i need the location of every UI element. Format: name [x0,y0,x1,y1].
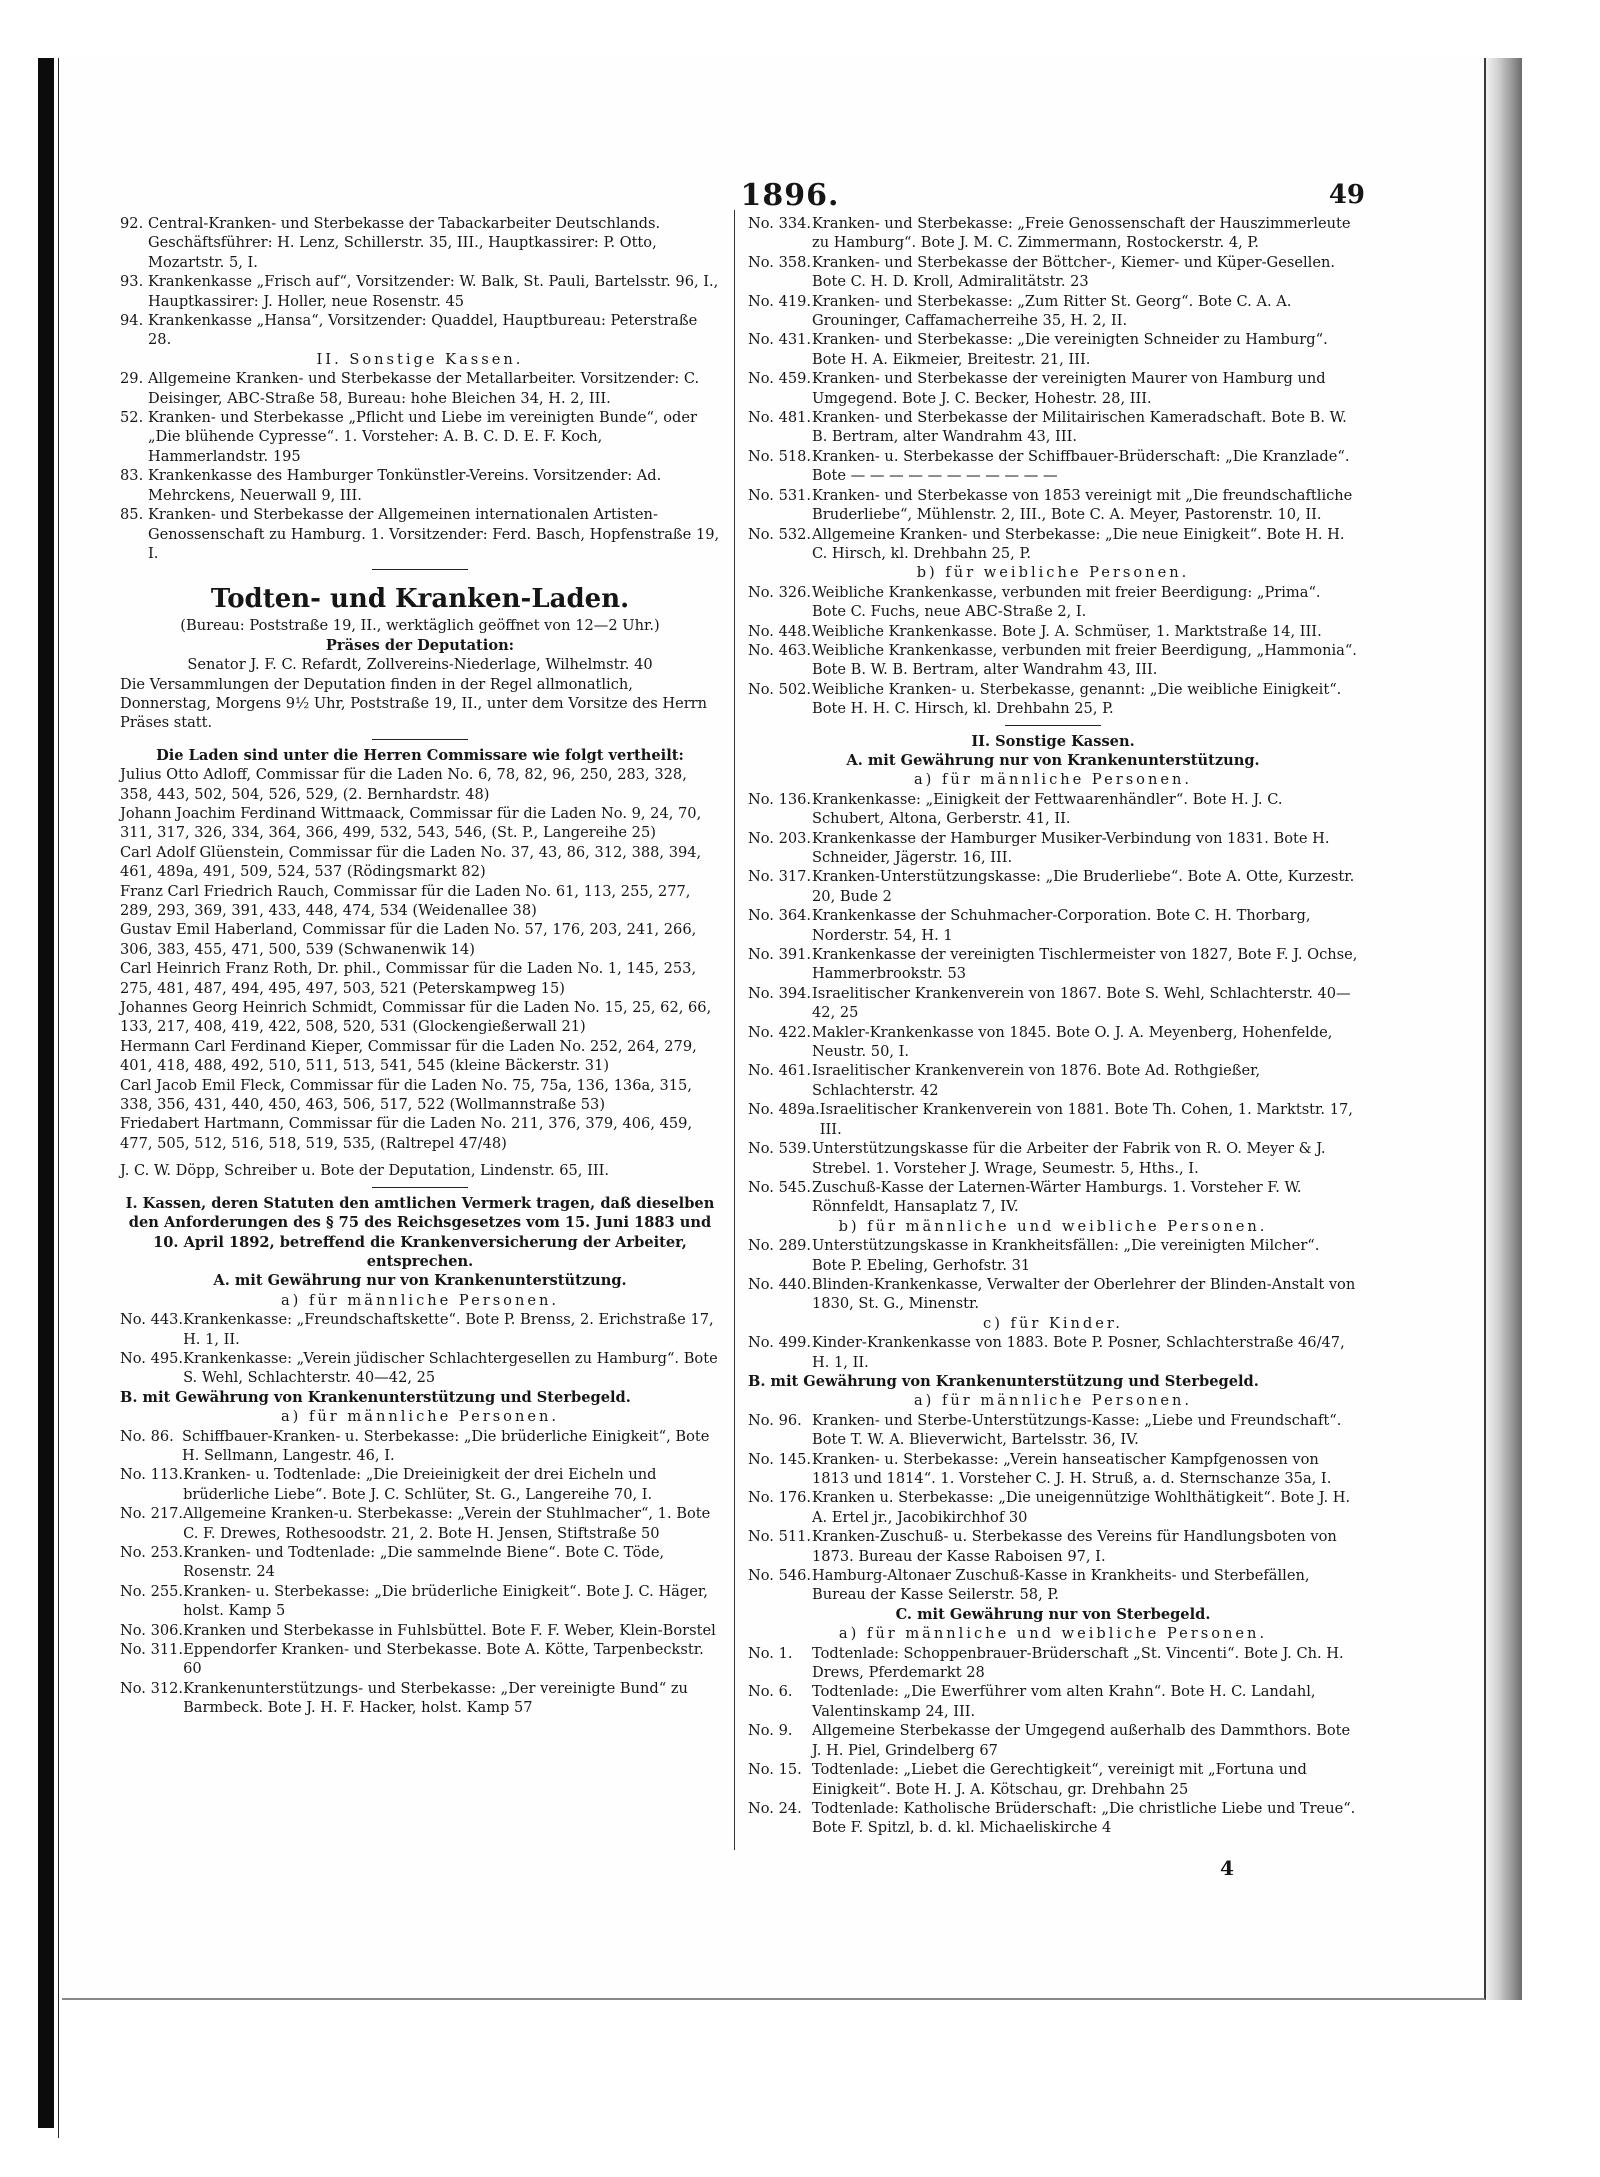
entry-text: Kranken- und Sterbekasse der Militairischen Kameradschaft. Bote B. W. B. Bertram, alter Wandrahm 43, III. [812,409,1347,446]
right-column [748,214,1358,1838]
entry-number: No. 481. [748,409,812,427]
commissar-entry: Friedabert Hartmann, Commissar für die Laden No. 211, 376, 379, 406, 459, 477, 505, 512, 516, 518, 519, 535, (Raltrepel 47/48) [120,1115,693,1152]
list-item [748,1566,1358,1605]
entry-number: No. 96. [748,1411,802,1429]
II-heading: II. Sonstige Kassen. [971,732,1135,750]
entry-number: No. 443. [120,1311,184,1329]
entry-number: No. 431. [748,331,812,349]
list-item [748,945,1358,984]
list-item [748,1644,1358,1683]
entry-text: Kranken- und Sterbekasse: „Freie Genossenschaft der Hauszimmerleute zu Hamburg“. Bote J. M. C. Zimmermann, Rostockerstr. 4, P. [812,215,1351,252]
entry-number: 94. [120,312,144,330]
list-item [748,1333,1358,1372]
entry-text: Allgemeine Kranken-u. Sterbekasse: „Verein der Stuhlmacher“, 1. Bote C. F. Drewes, Rothesoodstr. 21, 2. Bote H. Jensen, Stiftstraße 50 [183,1505,711,1542]
IIA-entries-a [748,790,1358,1217]
right-top-entries [748,214,1358,563]
entry-number: No. 502. [748,680,812,698]
entry-text: Kranken- u. Sterbekasse: „Verein hanseatischer Kampfgenossen von 1813 und 1814“. 1. Vorsteher C. J. H. Struß, a. d. Sternschanze 35a, I. [812,1450,1332,1487]
commissar-list [120,765,720,1153]
entry-number: 83. [120,467,144,485]
IIA-entries-b [748,1236,1358,1314]
entry-text: Todtenlade: „Die Ewerführer vom alten Krahn“. Bote H. C. Landahl, Valentinskamp 24, III. [812,1683,1316,1720]
list-item [120,1582,720,1621]
entry-text: Blinden-Krankenkasse, Verwalter der Oberlehrer der Blinden-Anstalt von 1830, St. G., Minenstr. [812,1275,1356,1313]
entry-text: Krankenkasse: „Verein jüdischer Schlachtergesellen zu Hamburg“. Bote S. Wehl, Schlachterstr. 40—42, 25 [183,1349,718,1387]
list-item [120,505,720,563]
entry-text: Central-Kranken- und Sterbekasse der Tabackarbeiter Deutschlands. Geschäftsführer: H. Lenz, Schillerstr. 35, III., Hauptkassirer: P. Otto, Mozartstr. 5, I. [148,215,661,271]
entry-number: No. 326. [748,583,812,601]
list-item [748,369,1358,408]
entry-number: No. 459. [748,370,812,388]
commissar-entry: Hermann Carl Ferdinand Kieper, Commissar für die Laden No. 252, 264, 279, 401, 418, 488, 492, 510, 511, 513, 541, 545 (kleine Bäckerstr. 31) [120,1037,697,1075]
entry-text: Kranken- und Sterbekasse der Allgemeinen internationalen Artisten-Genossenschaft zu Hamburg. 1. Vorsitzender: Ferd. Basch, Hopfenstraße 19, I. [148,506,720,562]
list-item [748,447,1358,486]
signature-mark: 4 [1220,1856,1234,1880]
entry-text: Allgemeine Kranken- und Sterbekasse: „Die neue Einigkeit“. Bote H. H. C. Hirsch, kl. Drehbahn 25, P. [812,525,1345,562]
list-item [120,272,720,311]
list-item [748,984,1358,1023]
binding-edge [38,58,54,2128]
entry-text: Kranken- und Sterbekasse der Böttcher-, Kiemer- und Küper-Gesellen. Bote C. H. D. Kroll, Admiralitätstr. 23 [812,253,1335,291]
entry-number: No. 136. [748,790,812,808]
left-column [120,214,720,1718]
list-item [748,1275,1358,1314]
entry-number: No. 6. [748,1683,793,1701]
IIC-subheading: a) für männliche und weibliche Personen. [838,1625,1268,1643]
entry-text: Krankenkasse „Frisch auf“, Vorsitzender: W. Balk, St. Pauli, Bartelsstr. 96, I., Hauptkassirer: J. Holler, neue Rosenstr. 45 [148,273,719,310]
list-item [748,1061,1358,1100]
entry-text: Allgemeine Sterbekasse der Umgegend außerhalb des Dammthors. Bote J. H. Piel, Grindelberg 67 [812,1722,1351,1759]
entry-text: Kranken u. Sterbekasse: „Die uneigennützige Wohlthätigkeit“. Bote J. H. A. Ertel jr., Jacobikirchhof 30 [812,1489,1351,1526]
entry-text: Krankenkasse der Schuhmacher-Corporation. Bote C. H. Thorbarg, Norderstr. 54, H. 1 [812,907,1311,944]
list-item [120,1349,720,1388]
list-item [120,1504,720,1543]
section-rule [372,1187,468,1188]
entry-number: No. 364. [748,907,812,925]
entry-number: No. 24. [748,1799,802,1817]
commissar-entry: Gustav Emil Haberland, Commissar für die Laden No. 57, 176, 203, 241, 266, 306, 383, 455, 471, 500, 539 (Schwanenwik 14) [120,921,697,958]
entry-text: Weibliche Krankenkasse, verbunden mit freier Beerdigung, „Hammonia“. Bote B. W. B. Bertram, alter Wandrahm 43, III. [812,641,1357,679]
entry-number: No. 9. [748,1722,793,1740]
entry-text: Allgemeine Kranken- und Sterbekasse der Metallarbeiter. Vorsitzender: C. Deisinger, ABC-Straße 58, Bureau: hohe Bleichen 34, H. 2, III. [148,370,700,407]
entry-number: No. 1. [748,1644,793,1662]
entry-number: 92. [120,215,144,232]
entry-number: No. 394. [748,984,812,1002]
list-item [748,790,1358,829]
A-entries [120,1310,720,1388]
entry-text: Kranken- und Todtenlade: „Die sammelnde Biene“. Bote C. Töde, Rosenstr. 24 [183,1544,665,1581]
list-item [748,408,1358,447]
facing-page-edge [58,58,59,2138]
entry-text: Todtenlade: „Liebet die Gerechtigkeit“, vereinigt mit „Fortuna und Einigkeit“. Bote H. J. A. Kötschau, gr. Drehbahn 25 [812,1761,1307,1798]
list-item [748,622,1358,641]
entry-text: Kranken- und Sterbekasse der vereinigten Maurer von Hamburg und Umgegend. Bote J. C. Becker, Hohestr. 28, III. [812,370,1326,407]
entry-number: No. 217. [120,1505,184,1523]
entry-text: Kranken-Zuschuß- u. Sterbekasse des Vereins für Handlungsboten von 1873. Bureau der Kasse Raboisen 97, I. [812,1528,1337,1565]
list-item [120,1427,720,1466]
entry-number: No. 419. [748,292,812,310]
entry-number: No. 422. [748,1023,812,1041]
entry-number: No. 203. [748,829,812,847]
list-item [120,369,720,408]
entry-number: 85. [120,506,144,524]
entry-text: Krankenkasse der vereinigten Tischlermeister von 1827, Bote F. J. Ochse, Hammerbrookstr. 53 [812,946,1358,983]
entry-number: No. 15. [748,1761,802,1779]
list-item [748,906,1358,945]
entry-number: No. 358. [748,253,812,271]
list-item [748,1023,1358,1062]
entry-number: No. 545. [748,1178,812,1196]
entry-number: No. 391. [748,946,812,964]
list-item [748,867,1358,906]
commissar-entry: Carl Jacob Emil Fleck, Commissar für die Laden No. 75, 75a, 136, 136a, 315, 338, 356, 431, 440, 450, 463, 506, 517, 522 (Wollmannstraße 53) [120,1076,692,1114]
entry-number: No. 463. [748,641,812,659]
list-item [748,1527,1358,1566]
section-I-heading: I. Kassen, deren Statuten den amtlichen Vermerk tragen, daß dieselben den Anforderungen des § 75 des Reichsgesetzes vom 15. Juni 1883 und 10. April 1892, betreffend die Krankenversicherung der Arbeiter, entsprechen. [125,1194,715,1270]
IIC-heading: C. mit Gewährung nur von Sterbegeld. [895,1605,1211,1623]
commissar-entry: Carl Adolf Glüenstein, Commissar für die Laden No. 37, 43, 86, 312, 388, 394, 461, 489a, 491, 509, 524, 537 (Rödingsmarkt 82) [120,843,702,881]
entry-number: No. 306. [120,1621,184,1639]
entry-number: No. 448. [748,622,812,640]
entry-text: Weibliche Krankenkasse. Bote J. A. Schmüser, 1. Marktstraße 14, III. [812,622,1322,640]
entry-number: No. 312. [120,1679,184,1697]
entry-text: Krankenunterstützungs- und Sterbekasse: „Der vereinigte Bund“ zu Barmbeck. Bote J. H. F. Hacker, holst. Kamp 57 [183,1679,688,1717]
entry-text: Kranken-Unterstützungskasse: „Die Bruderliebe“. Bote A. Otte, Kurzestr. 20, Bude 2 [812,868,1355,905]
list-item [748,1799,1358,1838]
entry-number: No. 311. [120,1641,184,1659]
entry-number: No. 489a. [748,1101,820,1119]
list-item [748,1682,1358,1721]
entry-text: Weibliche Kranken- u. Sterbekasse, genannt: „Die weibliche Einigkeit“. Bote H. H. C. Hirsch, kl. Drehbahn 25, P. [812,680,1342,718]
list-item [748,1488,1358,1527]
list-item [120,466,720,505]
list-item [120,1310,720,1349]
entry-number: No. 461. [748,1062,812,1080]
B-entries [120,1427,720,1718]
entry-number: No. 440. [748,1275,812,1293]
entry-number: No. 255. [120,1582,184,1600]
list-item [748,1236,1358,1275]
entry-text: Weibliche Krankenkasse, verbunden mit freier Beerdigung: „Prima“. Bote C. Fuchs, neue ABC-Straße 2, I. [812,583,1321,621]
entry-text: Krankenkasse: „Einigkeit der Fettwaarenhändler“. Bote H. J. C. Schubert, Altona, Gerberstr. 41, II. [812,790,1283,828]
list-item [120,1621,720,1640]
list-item [748,1139,1358,1178]
commissar-entry: Franz Carl Friedrich Rauch, Commissar für die Laden No. 61, 113, 255, 277, 289, 293, 369, 391, 433, 448, 474, 534 (Weidenallee 38) [120,882,691,919]
entry-text: Kranken- u. Sterbekasse: „Die brüderliche Einigkeit“. Bote J. C. Häger, holst. Kamp 5 [183,1582,708,1620]
left-top-entries [120,214,720,350]
entry-number: No. 145. [748,1450,812,1468]
commissar-entry: Julius Otto Adloff, Commissar für die Laden No. 6, 78, 82, 96, 250, 283, 328, 358, 443, 502, 504, 526, 529, (2. Bernhardstr. 48) [120,766,687,803]
list-item [120,311,720,350]
entry-text: Todtenlade: Schoppenbrauer-Brüderschaft „St. Vincenti“. Bote J. Ch. H. Drews, Pferdemarkt 28 [812,1644,1344,1682]
entry-number: No. 511. [748,1528,812,1546]
entry-text: Kranken- und Sterbe-Unterstützungs-Kasse: „Liebe und Freundschaft“. Bote T. W. A. Blieverwicht, Bartelsstr. 36, IV. [812,1411,1342,1449]
list-item [120,1543,720,1582]
list-item [748,1411,1358,1450]
meetings-text: Die Versammlungen der Deputation finden in der Regel allmonatlich, Donnerstag, Morgens 9½ Uhr, Poststraße 19, II., unter dem Vorsitze des Herrn Präses statt. [120,675,708,732]
entry-number: No. 334. [748,215,812,232]
IIC-entries [748,1644,1358,1838]
page-spine-shadow [1486,58,1522,2000]
B-subheading: a) für männliche Personen. [280,1408,560,1426]
entry-text: Zuschuß-Kasse der Laternen-Wärter Hamburgs. 1. Vorsteher F. W. Rönnfeldt, Hansaplatz 7, IV. [812,1178,1302,1216]
list-item [748,583,1358,622]
A-subheading: a) für männliche Personen. [280,1291,560,1309]
list-item [120,408,720,466]
entry-text: Israelitischer Krankenverein von 1876. Bote Ad. Rothgießer, Schlachterstr. 42 [812,1062,1261,1099]
entry-text: Schiffbauer-Kranken- u. Sterbekasse: „Die brüderliche Einigkeit“, Bote H. Sellmann, Langestr. 46, I. [182,1427,710,1464]
entry-number: No. 86. [120,1427,174,1445]
entry-number: No. 289. [748,1237,812,1255]
IIB-entries [748,1411,1358,1605]
entry-number: No. 532. [748,525,812,543]
list-item [748,1100,1358,1139]
IIA-heading: A. mit Gewährung nur von Krankenunterstützung. [846,751,1260,769]
sonstige-heading: II. Sonstige Kassen. [316,350,524,368]
section-rule [1005,725,1101,726]
entry-text: Hamburg-Altonaer Zuschuß-Kasse in Krankheits- und Sterbefällen, Bureau der Kasse Seilerstr. 58, P. [812,1567,1310,1604]
list-item [748,330,1358,369]
list-item [748,292,1358,331]
entry-number: No. 531. [748,486,812,504]
list-item [748,1450,1358,1489]
laden-title: Todten- und Kranken-Laden. [210,584,630,615]
IIA-entries-c [748,1333,1358,1372]
entry-text: Todtenlade: Katholische Brüderschaft: „Die christliche Liebe und Treue“. Bote F. Spitzl, b. d. kl. Michaeliskirche 4 [812,1799,1356,1837]
entry-number: No. 539. [748,1140,812,1158]
entry-text: Israelitischer Krankenverein von 1867. Bote S. Wehl, Schlachterstr. 40—42, 25 [812,984,1351,1022]
entry-text: Krankenkasse „Hansa“, Vorsitzender: Quaddel, Hauptbureau: Peterstraße 28. [148,312,698,349]
page-number: 49 [1328,180,1365,210]
section-rule [372,739,468,740]
page-year: 1896. [740,178,840,213]
entry-text: Kranken- und Sterbekasse: „Zum Ritter St. Georg“. Bote C. A. A. Grouninger, Caffamacherreihe 35, H. 2, II. [812,292,1292,330]
list-item [748,525,1358,564]
entry-number: No. 518. [748,447,812,465]
entry-number: 29. [120,370,144,388]
entry-text: Kinder-Krankenkasse von 1883. Bote P. Posner, Schlachterstraße 46/47, H. 1, II. [812,1334,1345,1371]
commissar-heading: Die Laden sind unter die Herren Commissare wie folgt vertheilt: [156,746,684,764]
commissar-entry: Johannes Georg Heinrich Schmidt, Commissar für die Laden No. 15, 25, 62, 66, 133, 217, 408, 419, 422, 508, 520, 531 (Glockengießerwall 21) [120,999,712,1036]
A-heading: A. mit Gewährung nur von Krankenunterstützung. [213,1272,627,1290]
list-item [120,1640,720,1679]
entry-text: Kranken- u. Todtenlade: „Die Dreieinigkeit der drei Eicheln und brüderliche Liebe“. Bote J. C. Schlüter, St. G., Langereihe 70, I. [183,1466,657,1503]
IIA-sub-a: a) für männliche Personen. [913,771,1193,789]
entry-text: Israelitischer Krankenverein von 1881. Bote Th. Cohen, 1. Marktstr. 17, III. [819,1101,1353,1138]
praeses-name: Senator J. F. C. Refardt, Zollvereins-Niederlage, Wilhelmstr. 40 [187,656,653,674]
entry-text: Unterstützungskasse für die Arbeiter der Fabrik von R. O. Meyer & J. Strebel. 1. Vorsteher J. Wrage, Seumestr. 5, Hths., I. [812,1140,1326,1177]
list-item [748,1760,1358,1799]
entry-number: No. 499. [748,1334,812,1352]
list-item [748,486,1358,525]
entry-text: Krankenkasse der Hamburger Musiker-Verbindung von 1831. Bote H. Schneider, Jägerstr. 16, III. [812,829,1330,866]
entry-number: No. 317. [748,868,812,886]
list-item [748,253,1358,292]
list-item [120,1679,720,1718]
bureau-line: (Bureau: Poststraße 19, II., werktäglich geöffnet von 12—2 Uhr.) [180,617,660,635]
secretary-line: J. C. W. Döpp, Schreiber u. Bote der Deputation, Lindenstr. 65, III. [120,1162,610,1180]
weibliche-subheading: b) für weibliche Personen. [916,564,1190,582]
entry-text: Eppendorfer Kranken- und Sterbekasse. Bote A. Kötte, Tarpenbeckstr. 60 [183,1641,704,1678]
list-item [748,680,1358,719]
list-item [748,1721,1358,1760]
entry-number: No. 113. [120,1466,184,1484]
entry-number: 52. [120,409,144,427]
list-item [120,214,720,272]
IIA-sub-b: b) für männliche und weibliche Personen. [838,1217,1268,1235]
entry-number: 93. [120,273,144,291]
entry-text: Kranken- und Sterbekasse von 1853 vereinigt mit „Die freundschaftliche Bruderliebe“, Mühlenstr. 2, III., Bote C. A. Meyer, Pastorenstr. 10, II. [812,486,1353,524]
sonstige-entries [120,369,720,563]
IIA-sub-c: c) für Kinder. [983,1314,1123,1332]
list-item [120,1465,720,1504]
entry-text: Kranken- u. Sterbekasse der Schiffbauer-Brüderschaft: „Die Kranzlade“. Bote — — — — — — — — — — — [812,447,1350,485]
commissar-entry: Johann Joachim Ferdinand Wittmaack, Commissar für die Laden No. 9, 24, 70, 311, 317, 326, 334, 364, 366, 499, 532, 543, 546, (St. P., Langereihe 25) [120,804,702,842]
entry-number: No. 495. [120,1349,184,1367]
list-item [748,641,1358,680]
entry-number: No. 253. [120,1544,184,1561]
entry-text: Krankenkasse des Hamburger Tonkünstler-Vereins. Vorsitzender: Ad. Mehrckens, Neuerwall 9, III. [148,467,662,504]
entry-number: No. 546. [748,1567,812,1585]
IIB-subheading: a) für männliche Personen. [913,1392,1193,1410]
entry-text: Makler-Krankenkasse von 1845. Bote O. J. A. Meyenberg, Hohenfelde, Neustr. 50, I. [812,1023,1333,1061]
B-heading: B. mit Gewährung von Krankenunterstützung und Sterbegeld. [120,1388,631,1406]
list-item [748,829,1358,868]
praeses-heading: Präses der Deputation: [325,636,515,654]
entry-number: No. 176. [748,1489,812,1507]
entry-text: Kranken- und Sterbekasse: „Die vereinigten Schneider zu Hamburg“. Bote H. A. Eikmeier, Breitestr. 21, III. [812,331,1328,368]
entry-text: Kranken- und Sterbekasse „Pflicht und Liebe im vereinigten Bunde“, oder „Die blühende Cypresse“. 1. Vorsteher: A. B. C. D. E. F. Koch, Hammerlandstr. 195 [148,409,697,465]
list-item [748,214,1358,253]
entry-text: Krankenkasse: „Freundschaftskette“. Bote P. Brenss, 2. Erichstraße 17, H. 1, II. [183,1311,714,1348]
IIB-heading: B. mit Gewährung von Krankenunterstützung und Sterbegeld. [748,1372,1259,1390]
entry-text: Unterstützungskasse in Krankheitsfällen: „Die vereinigten Milcher“. Bote P. Ebeling, Gerhofstr. 31 [812,1237,1320,1274]
commissar-entry: Carl Heinrich Franz Roth, Dr. phil., Commissar für die Laden No. 1, 145, 253, 275, 481, 487, 494, 495, 497, 503, 521 (Peterskampweg 15) [120,960,697,997]
list-item [748,1178,1358,1217]
column-divider [734,210,735,1850]
weibliche-entries [748,583,1358,719]
entry-text: Kranken und Sterbekasse in Fuhlsbüttel. Bote F. F. Weber, Klein-Borstel [183,1621,716,1639]
section-rule [372,569,468,570]
